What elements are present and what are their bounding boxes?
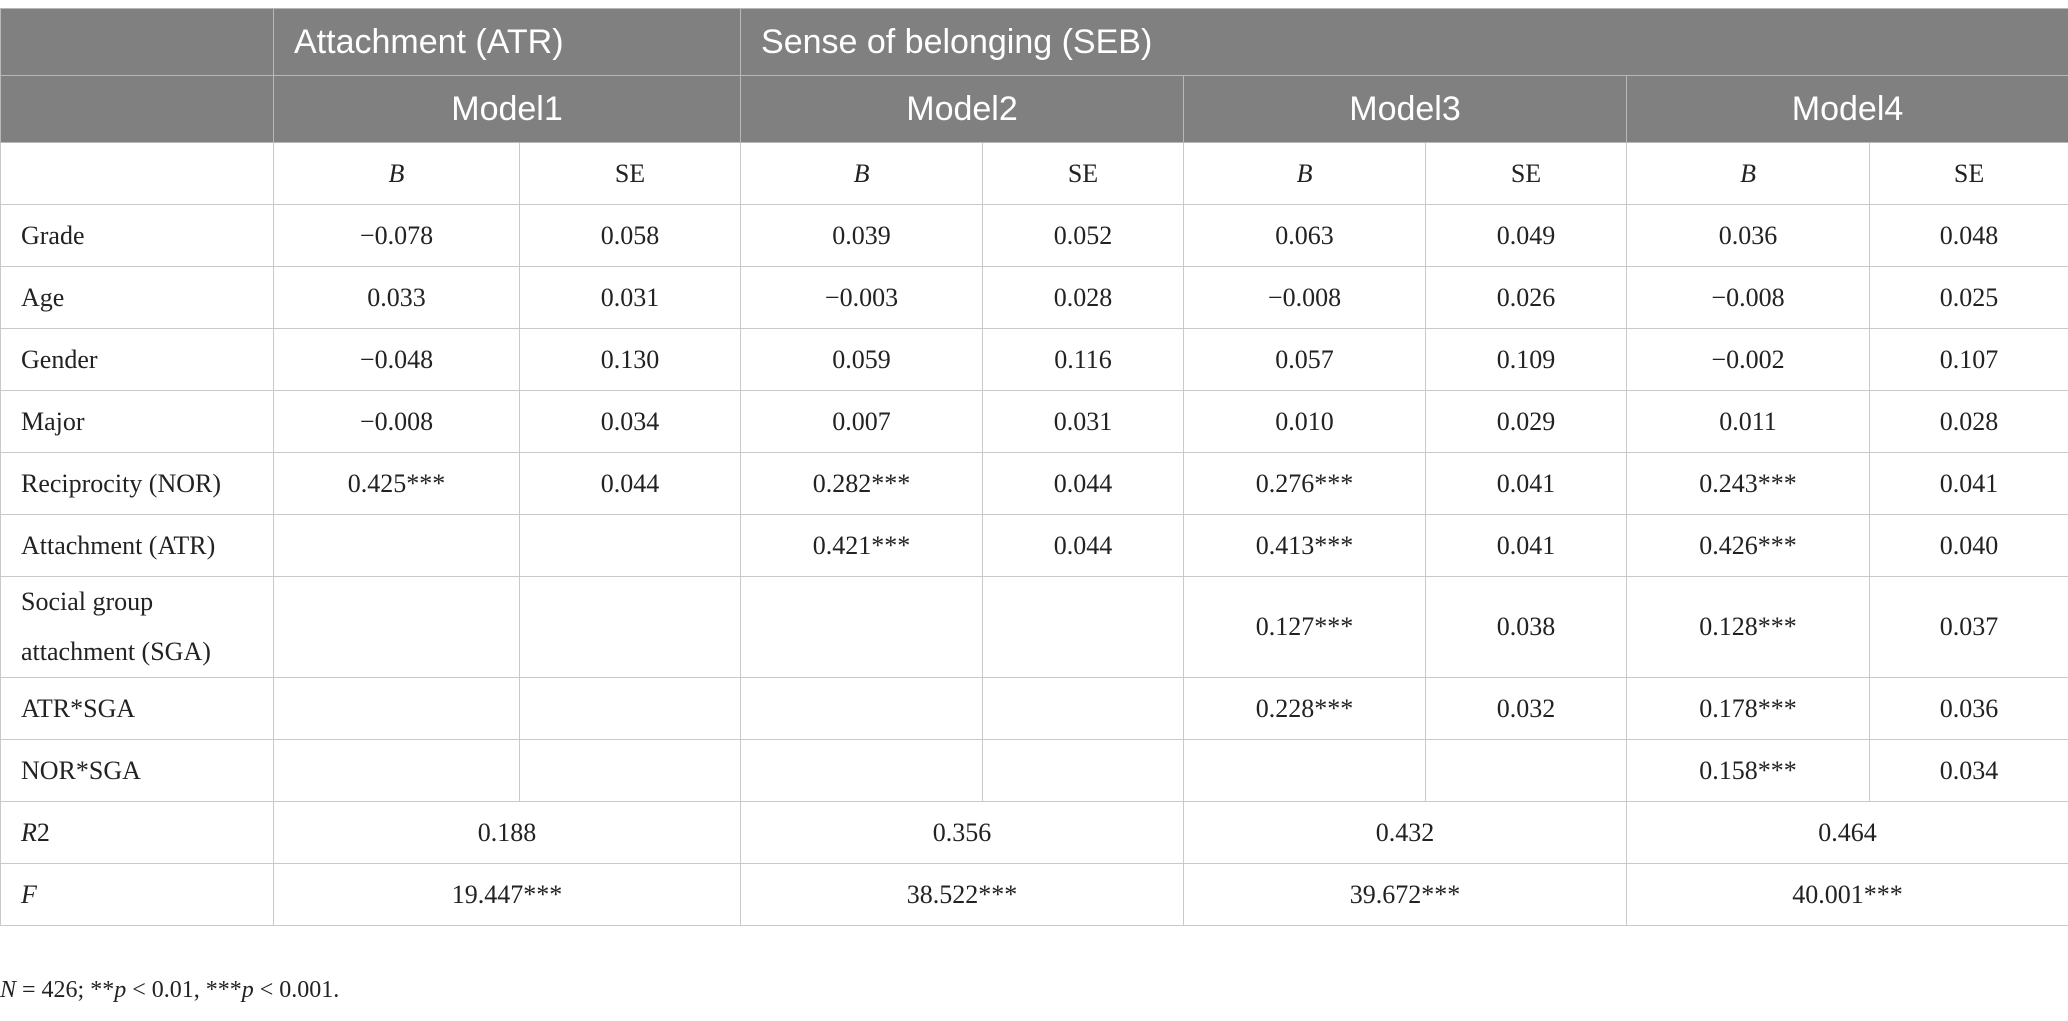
- table-cell: [741, 577, 983, 678]
- table-cell: 0.028: [983, 267, 1184, 329]
- se-header: SE: [520, 143, 741, 205]
- b-header: B: [741, 143, 983, 205]
- regression-table: [0, 8, 2068, 926]
- table-cell: 0.034: [520, 391, 741, 453]
- table-cell: 0.038: [1426, 577, 1627, 678]
- se-header: SE: [983, 143, 1184, 205]
- table-cell: 0.044: [983, 515, 1184, 577]
- regression-table-container: [0, 8, 2068, 926]
- model4-header: Model4: [1627, 76, 2068, 143]
- table-cell: 0.044: [983, 453, 1184, 515]
- b-header: B: [1627, 143, 1870, 205]
- table-row-gender: [1, 329, 2068, 391]
- model3-header: Model3: [1184, 76, 1627, 143]
- model1-header: Model1: [274, 76, 741, 143]
- table-cell: 0.282***: [741, 453, 983, 515]
- table-row-attachment: [1, 515, 2068, 577]
- table-cell: 0.029: [1426, 391, 1627, 453]
- row-label: Major: [1, 391, 274, 453]
- table-cell: [1426, 740, 1627, 802]
- table-cell: 0.426***: [1627, 515, 1870, 577]
- r2-model1: 0.188: [274, 802, 741, 864]
- table-cell: [741, 678, 983, 740]
- table-cell: 0.034: [1870, 740, 2068, 802]
- table-cell: 0.057: [1184, 329, 1426, 391]
- table-row-nor-sga: [1, 740, 2068, 802]
- table-cell: 0.028: [1870, 391, 2068, 453]
- table-footnote: [0, 977, 339, 1004]
- table-cell: −0.002: [1627, 329, 1870, 391]
- table-cell: [274, 577, 520, 678]
- table-cell: [520, 515, 741, 577]
- table-cell: 0.109: [1426, 329, 1627, 391]
- note-p2: p: [241, 977, 254, 1003]
- table-cell: 0.041: [1426, 515, 1627, 577]
- table-cell: −0.003: [741, 267, 983, 329]
- table-cell: 0.130: [520, 329, 741, 391]
- r2-model2: 0.356: [741, 802, 1184, 864]
- table-cell: 0.026: [1426, 267, 1627, 329]
- se-header: SE: [1870, 143, 2068, 205]
- table-cell: [520, 740, 741, 802]
- table-row-age: [1, 267, 2068, 329]
- table-cell: 0.413***: [1184, 515, 1426, 577]
- table-row-grade: [1, 205, 2068, 267]
- table-row-social-group: [1, 577, 2068, 678]
- row-label-r2: [1, 802, 274, 864]
- table-cell: 0.052: [983, 205, 1184, 267]
- note-n: N: [0, 977, 17, 1003]
- table-cell: [520, 678, 741, 740]
- table-cell: 0.039: [741, 205, 983, 267]
- se-header: SE: [1426, 143, 1627, 205]
- row-label-line1: Social group: [21, 587, 154, 616]
- group-header-row: [1, 9, 2068, 76]
- r2-letter: R: [21, 817, 37, 847]
- row-label: NOR*SGA: [1, 740, 274, 802]
- table-cell: 0.011: [1627, 391, 1870, 453]
- table-cell: −0.008: [274, 391, 520, 453]
- table-cell: 0.128***: [1627, 577, 1870, 678]
- table-cell: 0.037: [1870, 577, 2068, 678]
- table-cell: 0.063: [1184, 205, 1426, 267]
- table-cell: 0.033: [274, 267, 520, 329]
- table-cell: [1184, 740, 1426, 802]
- row-label-f: F: [1, 864, 274, 926]
- f-model1: 19.447***: [274, 864, 741, 926]
- note-p1-text: < 0.01, ***: [126, 977, 242, 1003]
- model-header-row: [1, 76, 2068, 143]
- table-cell: 0.228***: [1184, 678, 1426, 740]
- table-cell: 0.243***: [1627, 453, 1870, 515]
- row-label-line2: attachment (SGA): [21, 637, 211, 666]
- table-cell: 0.010: [1184, 391, 1426, 453]
- f-model2: 38.522***: [741, 864, 1184, 926]
- table-cell: −0.078: [274, 205, 520, 267]
- table-cell: 0.036: [1870, 678, 2068, 740]
- table-cell: 0.421***: [741, 515, 983, 577]
- table-cell: 0.049: [1426, 205, 1627, 267]
- table-cell: −0.048: [274, 329, 520, 391]
- table-cell: 0.116: [983, 329, 1184, 391]
- table-cell: 0.107: [1870, 329, 2068, 391]
- row-label: [1, 577, 274, 678]
- table-cell: 0.032: [1426, 678, 1627, 740]
- note-p1: p: [114, 977, 127, 1003]
- row-label: Age: [1, 267, 274, 329]
- r2-model4: 0.464: [1627, 802, 2068, 864]
- model2-header: Model2: [741, 76, 1184, 143]
- table-cell: 0.031: [520, 267, 741, 329]
- table-cell: [983, 577, 1184, 678]
- table-cell: 0.178***: [1627, 678, 1870, 740]
- table-cell: 0.041: [1870, 453, 2068, 515]
- b-header: B: [274, 143, 520, 205]
- note-p2-text: < 0.001.: [253, 977, 340, 1003]
- table-cell: 0.425***: [274, 453, 520, 515]
- group-header-atr: Attachment (ATR): [274, 9, 741, 76]
- table-cell: 0.158***: [1627, 740, 1870, 802]
- table-row-r2: [1, 802, 2068, 864]
- corner-cell-2: [1, 76, 274, 143]
- table-row-atr-sga: [1, 678, 2068, 740]
- row-label: Gender: [1, 329, 274, 391]
- row-label: ATR*SGA: [1, 678, 274, 740]
- row-label: Attachment (ATR): [1, 515, 274, 577]
- corner-cell: [1, 9, 274, 76]
- table-cell: 0.059: [741, 329, 983, 391]
- f-model3: 39.672***: [1184, 864, 1627, 926]
- table-cell: 0.058: [520, 205, 741, 267]
- table-cell: [983, 740, 1184, 802]
- table-row-f: [1, 864, 2068, 926]
- table-cell: 0.040: [1870, 515, 2068, 577]
- table-cell: [274, 678, 520, 740]
- b-header: B: [1184, 143, 1426, 205]
- table-cell: 0.276***: [1184, 453, 1426, 515]
- group-header-seb: Sense of belonging (SEB): [741, 9, 2068, 76]
- table-row-reciprocity: [1, 453, 2068, 515]
- coef-header-row: [1, 143, 2068, 205]
- table-cell: 0.127***: [1184, 577, 1426, 678]
- table-cell: 0.041: [1426, 453, 1627, 515]
- table-cell: 0.025: [1870, 267, 2068, 329]
- table-cell: 0.044: [520, 453, 741, 515]
- table-row-major: [1, 391, 2068, 453]
- table-cell: [983, 678, 1184, 740]
- empty-label-cell: [1, 143, 274, 205]
- row-label: Reciprocity (NOR): [1, 453, 274, 515]
- table-cell: [274, 515, 520, 577]
- table-cell: [741, 740, 983, 802]
- r2-suffix: 2: [36, 817, 50, 847]
- table-cell: −0.008: [1627, 267, 1870, 329]
- table-cell: 0.036: [1627, 205, 1870, 267]
- table-cell: −0.008: [1184, 267, 1426, 329]
- table-cell: [520, 577, 741, 678]
- r2-model3: 0.432: [1184, 802, 1627, 864]
- table-cell: 0.031: [983, 391, 1184, 453]
- row-label: Grade: [1, 205, 274, 267]
- table-cell: 0.048: [1870, 205, 2068, 267]
- f-model4: 40.001***: [1627, 864, 2068, 926]
- table-cell: 0.007: [741, 391, 983, 453]
- table-cell: [274, 740, 520, 802]
- note-n-value: = 426; **: [16, 977, 115, 1003]
